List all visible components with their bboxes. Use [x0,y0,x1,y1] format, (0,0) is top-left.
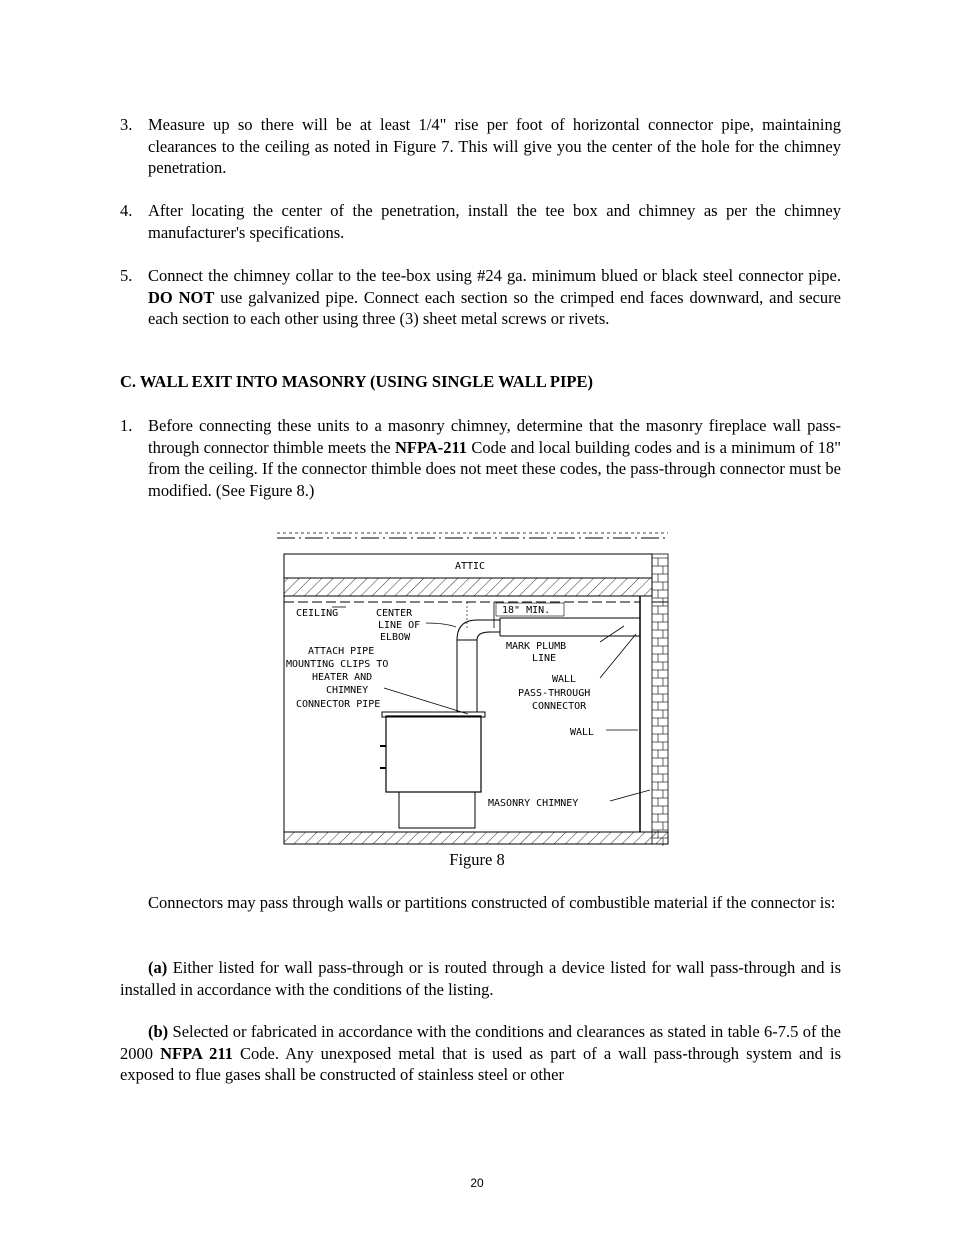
condition-a-paragraph: (a) Either listed for wall pass-through or is routed through a device listed for wall pass-through and is installed in accordance with the conditions of the listing. [120,958,841,999]
attic-label: ATTIC [454,561,486,572]
step-number: 5. [120,266,133,285]
masonry-chimney [652,554,668,844]
masonry-label: MASONRY CHIMNEY [488,798,579,809]
page-number: 20 [470,1176,484,1190]
center-line-label-1: CENTER [376,608,413,619]
code-reference: NFPA-211 [394,437,468,457]
floor-hatch [284,832,668,844]
step-5 [120,265,841,330]
step-text: Measure up so there will be at least 1/4" rise per foot of horizontal connector pipe, maintaining clearances to the ceiling as noted in Figure 7. This will give you the center of the hole for the chimney penetration. [148,115,841,177]
step-text: Before connecting these units to a masonry chimney, determine that the masonry fireplace wall pass-through connector thimble meets the NFPA-211 Code and local building codes and is a minimum of 18" from the ceiling. If the connector thimble does not meet these codes, the pass-through connector must be modified. (See Figure 8.) [148,416,841,500]
section-step-1 [120,415,841,501]
min-clearance-label: 18" MIN. [502,605,551,616]
condition-a-label: (a) [148,958,168,977]
attach-label-3: HEATER AND [312,672,373,683]
wall-label: WALL [570,727,595,738]
attach-label-1: ATTACH PIPE [308,646,375,657]
connectors-paragraph: Connectors may pass through walls or partitions constructed of combustible material if the connector is: [148,893,836,912]
attach-label-4: CHIMNEY [326,685,369,696]
warning-bold: DO NOT [148,287,215,307]
step-text: After locating the center of the penetration, install the tee box and chimney as per the chimney manufacturer's specifications. [148,201,841,242]
ceiling-hatch [284,578,652,596]
step-number: 1. [120,416,133,435]
code-reference: NFPA 211 [160,1043,233,1063]
center-line-label-2: LINE OF [378,620,421,631]
step-number: 3. [120,115,133,134]
wall-pass-label-1: WALL [552,674,577,685]
condition-b-label: (b) [148,1022,169,1041]
mark-plumb-label-1: MARK PLUMB [506,641,567,652]
step-number: 4. [120,201,133,220]
section-heading: C. WALL EXIT INTO MASONRY (USING SINGLE WALL PIPE) [120,372,593,391]
condition-b-paragraph: (b) Selected or fabricated in accordance with the conditions and clearances as stated in table 6-7.5 of the 2000 NFPA 211 Code. Any unexposed metal that is used as part of a wall pass-through system and is exposed to flue gases shall be constructed of stainless steel or other [120,1022,841,1084]
mark-plumb-label-2: LINE [532,653,557,664]
figure-8-diagram [270,528,675,850]
step-4 [120,200,841,243]
stove-body [386,716,481,792]
stove-base [399,792,475,828]
figure-caption: Figure 8 [449,850,505,869]
attach-label-5: CONNECTOR PIPE [296,699,381,710]
attach-label-2: MOUNTING CLIPS TO [286,659,389,670]
step-text: Connect the chimney collar to the tee-box using #24 ga. minimum blued or black steel connector pipe. DO NOT use galvanized pipe. Connect each section so the crimped end faces downward, and secure each section to each other using three (3) sheet metal screws or rivets. [148,266,841,328]
wall-pass-label-2: PASS-THROUGH [518,688,591,699]
center-line-label-3: ELBOW [380,632,411,643]
wall-pass-label-3: CONNECTOR [532,701,587,712]
ceiling-label: CEILING [296,608,339,619]
step-3 [120,114,841,179]
connector-pipe [457,640,477,712]
